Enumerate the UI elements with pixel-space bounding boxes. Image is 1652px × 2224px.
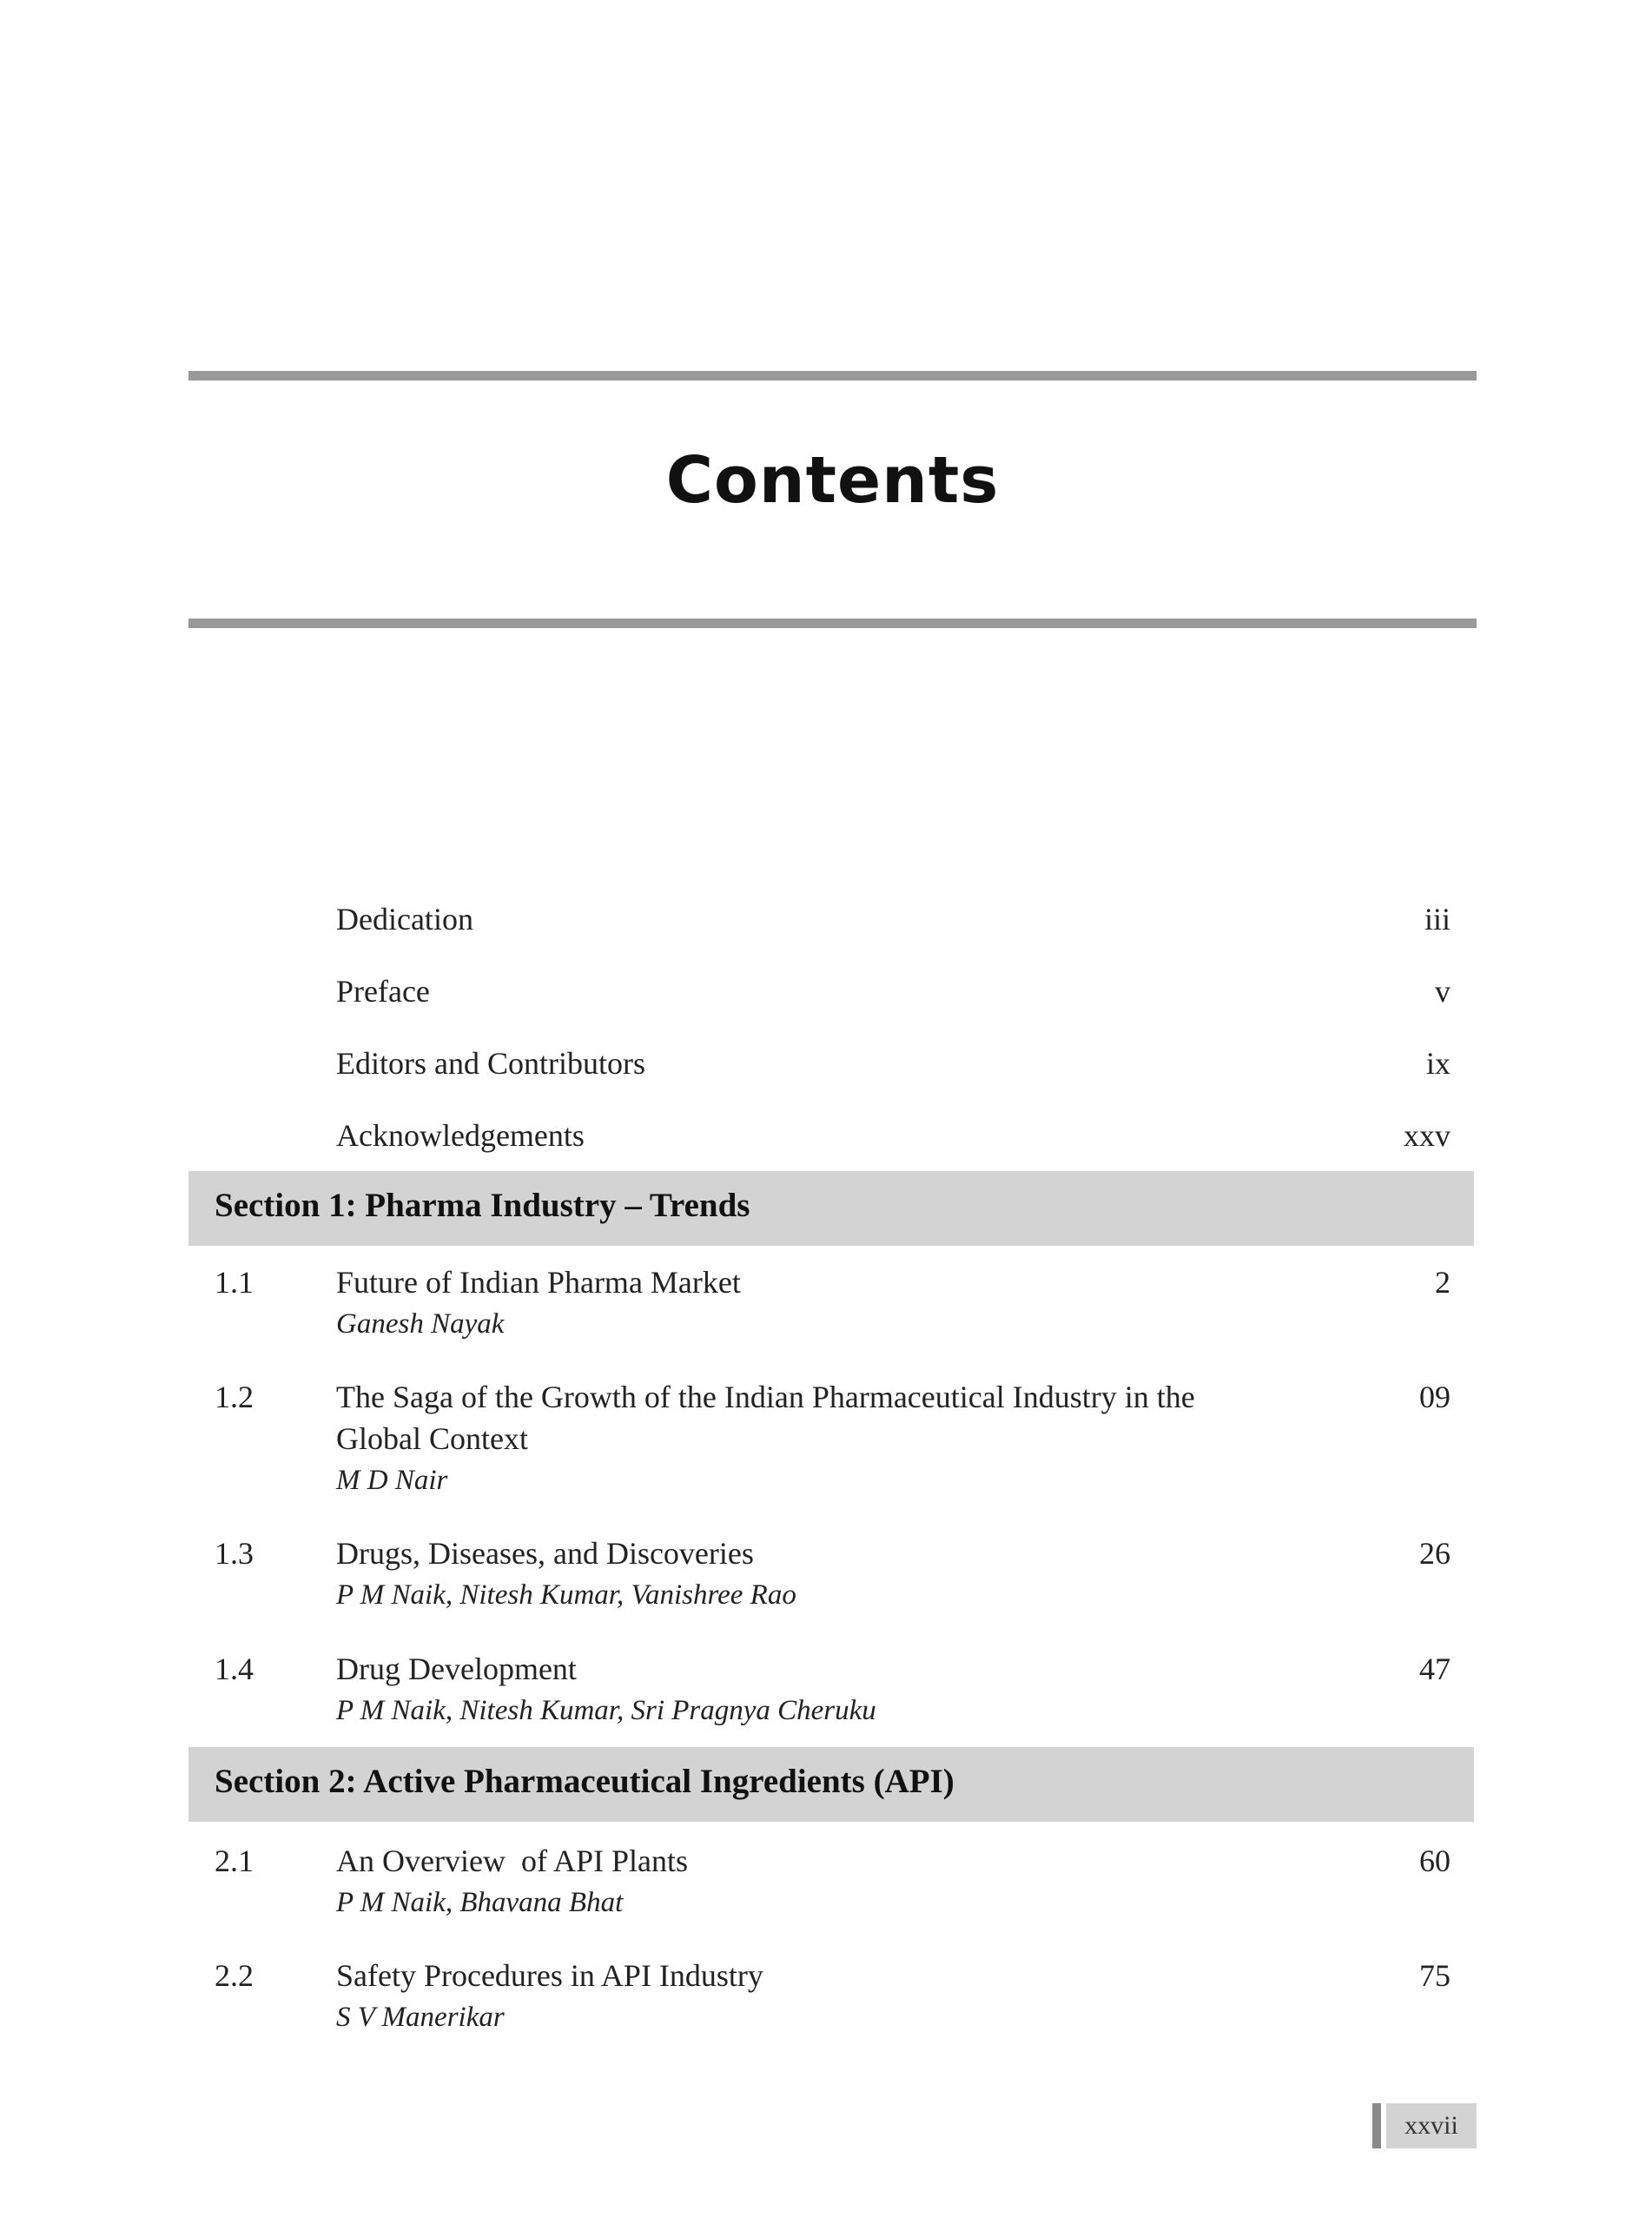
folio-number: xxvii (1386, 2103, 1477, 2148)
chapter-number: 1.1 (215, 1265, 254, 1300)
toc-page-number: v (1435, 974, 1450, 1009)
toc-entry-label: Preface (336, 974, 430, 1009)
chapter-title: The Saga of the Growth of the Indian Pharmaceutical Industry in the Global Context (336, 1380, 1195, 1456)
chapter-number: 2.2 (215, 1958, 254, 1993)
folio-accent-bar (1372, 2103, 1381, 2148)
chapter-title: An Overview of API Plants (336, 1843, 688, 1878)
chapter-title: Drugs, Diseases, and Discoveries (336, 1536, 754, 1571)
chapter-authors: Ganesh Nayak (336, 1308, 505, 1340)
page-folio (1372, 2103, 1477, 2148)
toc-page-number: iii (1424, 902, 1450, 937)
toc-page-number: ix (1425, 1046, 1450, 1081)
chapter-number: 1.2 (215, 1380, 254, 1414)
bottom-rule (188, 619, 1477, 628)
toc-page-number: 75 (1419, 1958, 1450, 1993)
chapter-authors: S V Manerikar (336, 2002, 505, 2033)
section-title: Section 1: Pharma Industry – Trends (215, 1187, 750, 1224)
section-1-header (188, 1171, 1474, 1246)
toc-page-number: xxv (1404, 1118, 1450, 1153)
toc-page-number: 2 (1435, 1265, 1450, 1300)
chapter-number: 1.4 (215, 1651, 254, 1686)
section-2-header (188, 1747, 1474, 1822)
chapter-number: 2.1 (215, 1843, 254, 1878)
page-title: Contents (665, 443, 1000, 518)
chapter-number: 1.3 (215, 1536, 254, 1571)
top-rule (188, 371, 1477, 381)
chapter-authors: P M Naik, Bhavana Bhat (336, 1887, 624, 1918)
toc-entry-label: Editors and Contributors (336, 1046, 645, 1081)
chapter-authors: P M Naik, Nitesh Kumar, Sri Pragnya Cheruku (336, 1695, 876, 1726)
chapter-title: Safety Procedures in API Industry (336, 1958, 763, 1993)
toc-page-number: 09 (1419, 1380, 1450, 1414)
section-title: Section 2: Active Pharmaceutical Ingredients (API) (215, 1763, 955, 1800)
toc-entry-label: Acknowledgements (336, 1118, 585, 1153)
chapter-title: Future of Indian Pharma Market (336, 1265, 741, 1300)
chapter-authors: P M Naik, Nitesh Kumar, Vanishree Rao (336, 1579, 796, 1611)
chapter-authors: M D Nair (336, 1465, 448, 1496)
toc-entry-label: Dedication (336, 902, 473, 937)
toc-page-number: 26 (1419, 1536, 1450, 1571)
toc-page-number: 47 (1419, 1651, 1450, 1686)
toc-page-number: 60 (1419, 1843, 1450, 1878)
chapter-title: Drug Development (336, 1651, 577, 1686)
